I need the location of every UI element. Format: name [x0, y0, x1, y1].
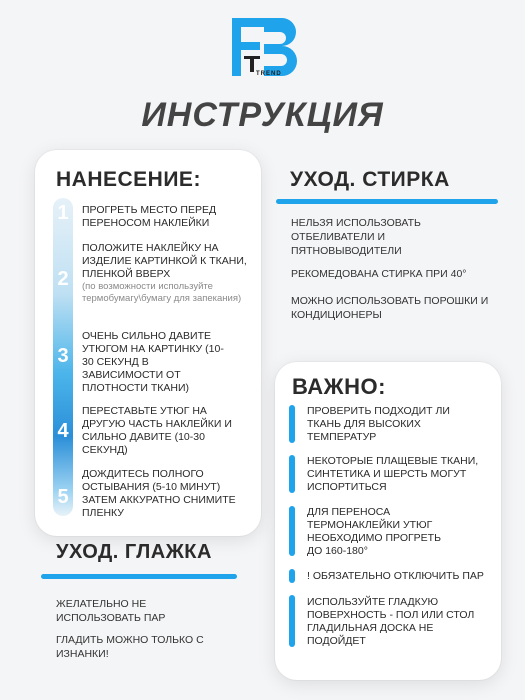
important-marker	[289, 569, 295, 583]
step-text: ПОЛОЖИТЕ НАКЛЕЙКУ НА ИЗДЕЛИЕ КАРТИНКОЙ К ТКАНИ, ПЛЕНКОЙ ВВЕРХ (по возможности используйте термобумагу\бумагу для запекания)	[82, 242, 257, 305]
logo-text: TREND	[256, 71, 282, 77]
ironing-heading: УХОД. ГЛАЖКА	[56, 541, 212, 563]
step-text: ПРОГРЕТЬ МЕСТО ПЕРЕД ПЕРЕНОСОМ НАКЛЕЙКИ	[82, 204, 217, 229]
step-text: ОЧЕНЬ СИЛЬНО ДАВИТЕ УТЮГОМ НА КАРТИНКУ (10-30 СЕКУНД В ЗАВИСИМОСТИ ОТ ПЛОТНОСТИ ТКАНИ)	[82, 330, 224, 394]
wash-underline	[276, 199, 498, 204]
step-number: 2	[57, 268, 69, 290]
wash-item: РЕКОМЕДОВАНА СТИРКА ПРИ 40°	[291, 268, 467, 280]
step-text: ДОЖДИТЕСЬ ПОЛНОГО ОСТЫВАНИЯ (5-10 МИНУТ) ЗАТЕМ АККУРАТНО СНИМИТЕ ПЛЕНКУ	[82, 468, 236, 519]
wash-heading: УХОД. СТИРКА	[290, 168, 450, 191]
step-number: 5	[57, 486, 69, 508]
important-item: ! ОБЯЗАТЕЛЬНО ОТКЛЮЧИТЬ ПАР	[307, 570, 484, 582]
important-marker	[289, 455, 295, 493]
wash-item: МОЖНО ИСПОЛЬЗОВАТЬ ПОРОШКИ И КОНДИЦИОНЕРЫ	[291, 295, 489, 321]
wash-item: НЕЛЬЗЯ ИСПОЛЬЗОВАТЬ ОТБЕЛИВАТЕЛИ И ПЯТНОВЫВОДИТЕЛИ	[291, 217, 421, 257]
step-number: 1	[57, 202, 69, 224]
important-item: ДЛЯ ПЕРЕНОСА ТЕРМОНАКЛЕЙКИ УТЮГ НЕОБХОДИМО ПРОГРЕТЬ ДО 160-180°	[307, 506, 441, 557]
important-heading: ВАЖНО:	[292, 374, 386, 399]
step-number: 3	[57, 345, 69, 367]
important-marker	[289, 506, 295, 556]
important-item: ИСПОЛЬЗУЙТЕ ГЛАДКУЮ ПОВЕРХНОСТЬ - ПОЛ ИЛИ СТОЛ ГЛАДИЛЬНАЯ ДОСКА НЕ ПОДОЙДЕТ	[307, 596, 475, 647]
step-text: ПЕРЕСТАВЬТЕ УТЮГ НА ДРУГУЮ ЧАСТЬ НАКЛЕЙКИ И СИЛЬНО ДАВИТЕ (10-30 СЕКУНД)	[82, 405, 232, 456]
ironing-item: ГЛАДИТЬ МОЖНО ТОЛЬКО С ИЗНАНКИ!	[56, 634, 204, 660]
important-item: НЕКОТОРЫЕ ПЛАЩЕВЫЕ ТКАНИ, СИНТЕТИКА И ШЕРСТЬ МОГУТ ИСПОРТИТЬСЯ	[307, 455, 479, 493]
step-number: 4	[57, 420, 69, 442]
page-title: ИНСТРУКЦИЯ	[141, 96, 384, 134]
ironing-item: ЖЕЛАТЕЛЬНО НЕ ИСПОЛЬЗОВАТЬ ПАР	[56, 598, 166, 624]
ironing-underline	[41, 574, 237, 579]
important-marker	[289, 595, 295, 647]
important-marker	[289, 405, 295, 443]
important-item: ПРОВЕРИТЬ ПОДХОДИТ ЛИ ТКАНЬ ДЛЯ ВЫСОКИХ ТЕМПЕРАТУР	[307, 405, 450, 443]
step-subnote: (по возможности используйте термобумагу\бумагу для запекания)	[82, 281, 242, 304]
apply-heading: НАНЕСЕНИЕ:	[56, 168, 201, 191]
